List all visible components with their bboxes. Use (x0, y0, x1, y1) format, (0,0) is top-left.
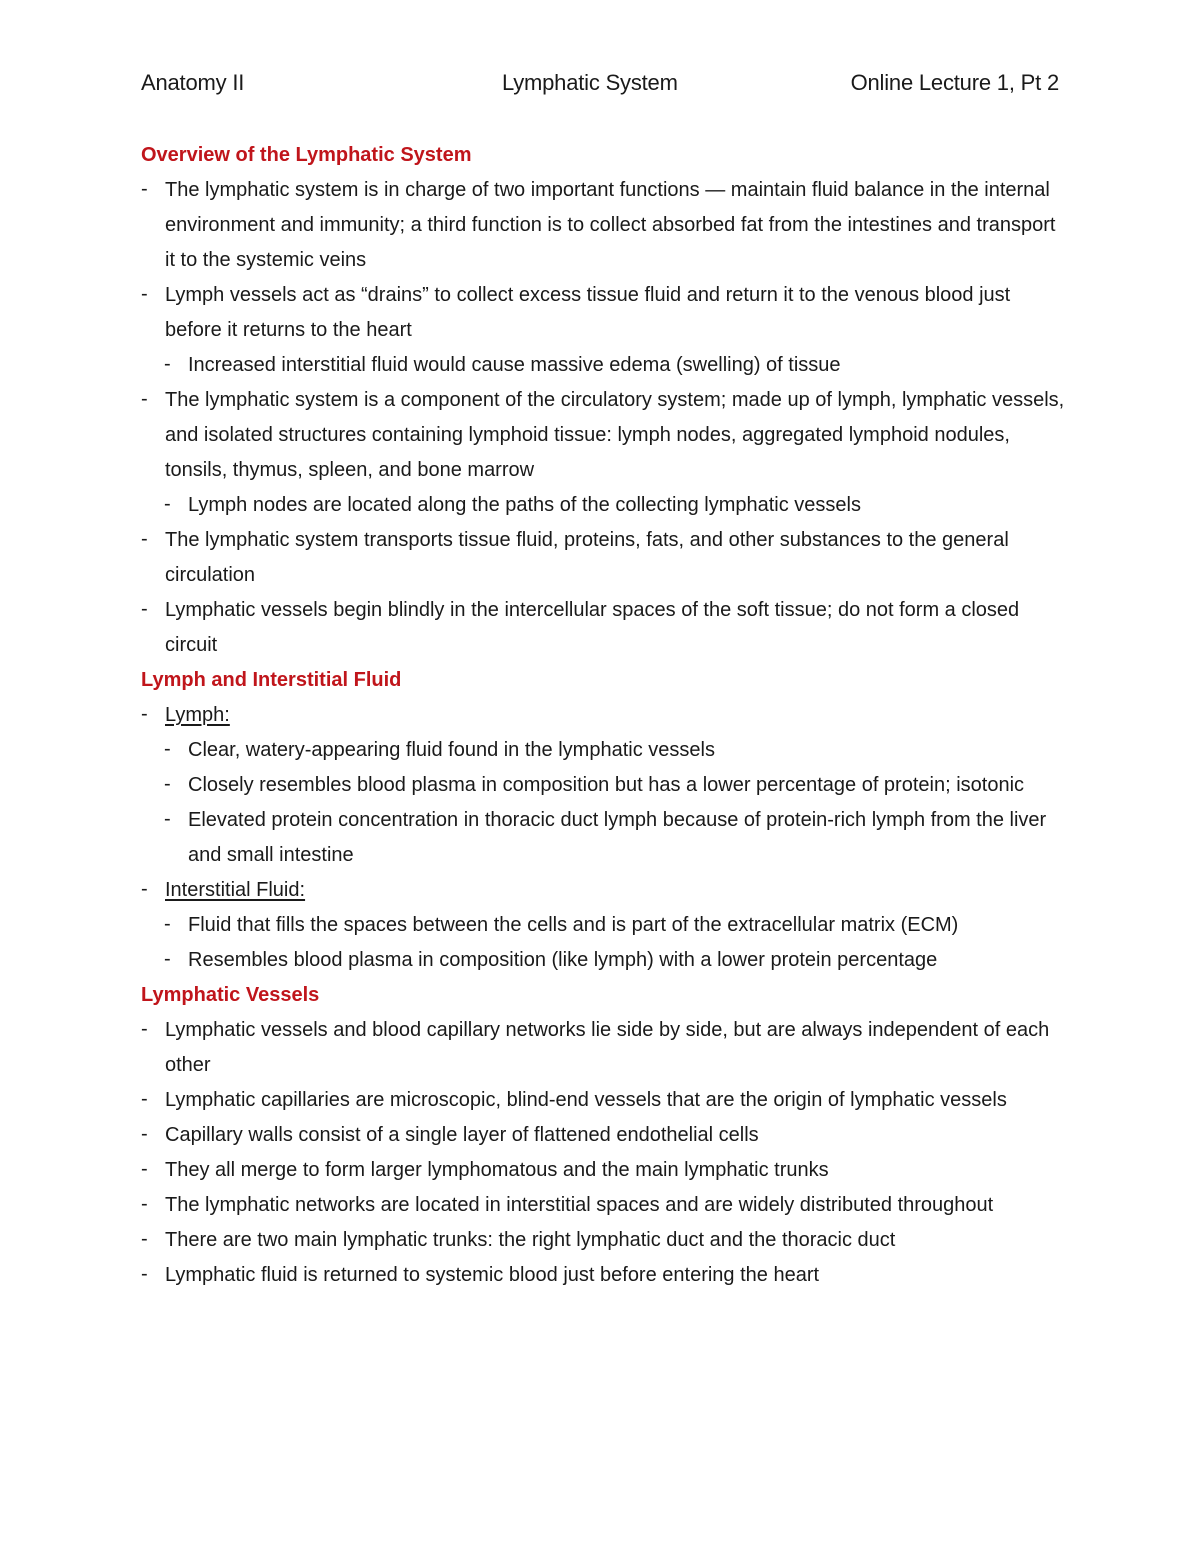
bullet-text: Capillary walls consist of a single layer of flattened endothelial cells (165, 1124, 759, 1146)
bullet-item (141, 383, 1066, 488)
bullet-dash: - (141, 1228, 148, 1250)
bullet-dash: - (164, 808, 171, 830)
section-heading-lymph-interstitial: Lymph and Interstitial Fluid (141, 669, 402, 691)
page-header (141, 70, 1059, 100)
section-heading-overview: Overview of the Lymphatic System (141, 144, 472, 166)
bullet-dash: - (164, 738, 171, 760)
sub-bullet-item (141, 488, 1066, 523)
bullet-dash: - (141, 878, 148, 900)
bullet-text: Lymphatic vessels and blood capillary networks lie side by side, but are always independent of each other (165, 1019, 1050, 1076)
bullet-dash: - (164, 948, 171, 970)
bullet-item (141, 278, 1066, 348)
bullet-text: Lymphatic fluid is returned to systemic blood just before entering the heart (165, 1264, 820, 1286)
sub-bullet-item (141, 943, 1066, 978)
bullet-text: Lymph vessels act as “drains” to collect excess tissue fluid and return it to the venous blood just before it returns to the heart (165, 284, 1011, 341)
bullet-item (141, 523, 1066, 593)
bullet-dash: - (141, 703, 148, 725)
bullet-dash: - (141, 1193, 148, 1215)
bullet-text: Clear, watery-appearing fluid found in the lymphatic vessels (188, 739, 715, 761)
bullet-item (141, 1083, 1066, 1118)
bullet-item (141, 873, 1066, 908)
bullet-text: Fluid that fills the spaces between the cells and is part of the extracellular matrix (ECM) (188, 914, 959, 936)
bullet-text: There are two main lymphatic trunks: the right lymphatic duct and the thoracic duct (165, 1229, 896, 1251)
bullet-item (141, 1013, 1066, 1083)
sub-bullet-item (141, 768, 1066, 803)
bullet-dash: - (141, 178, 148, 200)
bullet-text: The lymphatic system is in charge of two important functions — maintain fluid balance in the internal environment and immunity; a third function is to collect absorbed fat from the intestines and transport it to the systemic veins (165, 179, 1056, 271)
bullet-item (141, 1153, 1066, 1188)
bullet-item (141, 173, 1066, 278)
sub-bullet-item (141, 908, 1066, 943)
bullet-list-lymphatic-vessels (141, 1013, 1066, 1293)
bullet-text: Closely resembles blood plasma in composition but has a lower percentage of protein; isotonic (188, 774, 1025, 796)
bullet-dash: - (164, 773, 171, 795)
bullet-item (141, 698, 1066, 733)
sub-bullet-item (141, 803, 1066, 873)
bullet-text: The lymphatic system is a component of the circulatory system; made up of lymph, lymphatic vessels, and isolated structures containing lymphoid tissue: lymph nodes, aggregated lymphoid nodules, tonsils, thymus, spleen, and bone marrow (165, 389, 1065, 481)
bullet-list-lymph-interstitial (141, 698, 1066, 978)
bullet-item (141, 1223, 1066, 1258)
bullet-text: The lymphatic system transports tissue fluid, proteins, fats, and other substances to the general circulation (165, 529, 1009, 586)
bullet-dash: - (141, 388, 148, 410)
bullet-text: The lymphatic networks are located in interstitial spaces and are widely distributed throughout (165, 1194, 994, 1216)
bullet-text: Resembles blood plasma in composition (like lymph) with a lower protein percentage (188, 949, 938, 971)
bullet-dash: - (141, 1123, 148, 1145)
header-lecture: Online Lecture 1, Pt 2 (850, 70, 1059, 95)
bullet-text: Lymphatic capillaries are microscopic, blind-end vessels that are the origin of lymphatic vessels (165, 1089, 1007, 1111)
bullet-item (141, 593, 1066, 663)
bullet-dash: - (164, 493, 171, 515)
bullet-dash: - (141, 1263, 148, 1285)
bullet-dash: - (141, 283, 148, 305)
bullet-dash: - (141, 598, 148, 620)
bullet-dash: - (141, 1088, 148, 1110)
bullet-dash: - (141, 1158, 148, 1180)
bullet-text: Lymph nodes are located along the paths of the collecting lymphatic vessels (188, 494, 861, 516)
subheading-lymph: Lymph: (165, 704, 230, 726)
bullet-list-overview (141, 173, 1066, 663)
bullet-dash: - (141, 528, 148, 550)
bullet-text: Lymphatic vessels begin blindly in the intercellular spaces of the soft tissue; do not form a closed circuit (165, 599, 1020, 656)
section-heading-lymphatic-vessels: Lymphatic Vessels (141, 984, 320, 1006)
bullet-dash: - (141, 1018, 148, 1040)
bullet-text: Increased interstitial fluid would cause massive edema (swelling) of tissue (188, 354, 841, 376)
document-body (141, 138, 1066, 1293)
sub-bullet-item (141, 733, 1066, 768)
bullet-text: They all merge to form larger lymphomatous and the main lymphatic trunks (165, 1159, 829, 1181)
sub-bullet-item (141, 348, 1066, 383)
bullet-item (141, 1258, 1066, 1293)
bullet-dash: - (164, 913, 171, 935)
header-course: Anatomy II (141, 70, 245, 95)
bullet-dash: - (164, 353, 171, 375)
bullet-item (141, 1118, 1066, 1153)
bullet-item (141, 1188, 1066, 1223)
header-topic: Lymphatic System (502, 70, 678, 95)
bullet-text: Elevated protein concentration in thoracic duct lymph because of protein-rich lymph from the liver and small intestine (188, 809, 1047, 866)
subheading-interstitial-fluid: Interstitial Fluid: (165, 879, 306, 901)
